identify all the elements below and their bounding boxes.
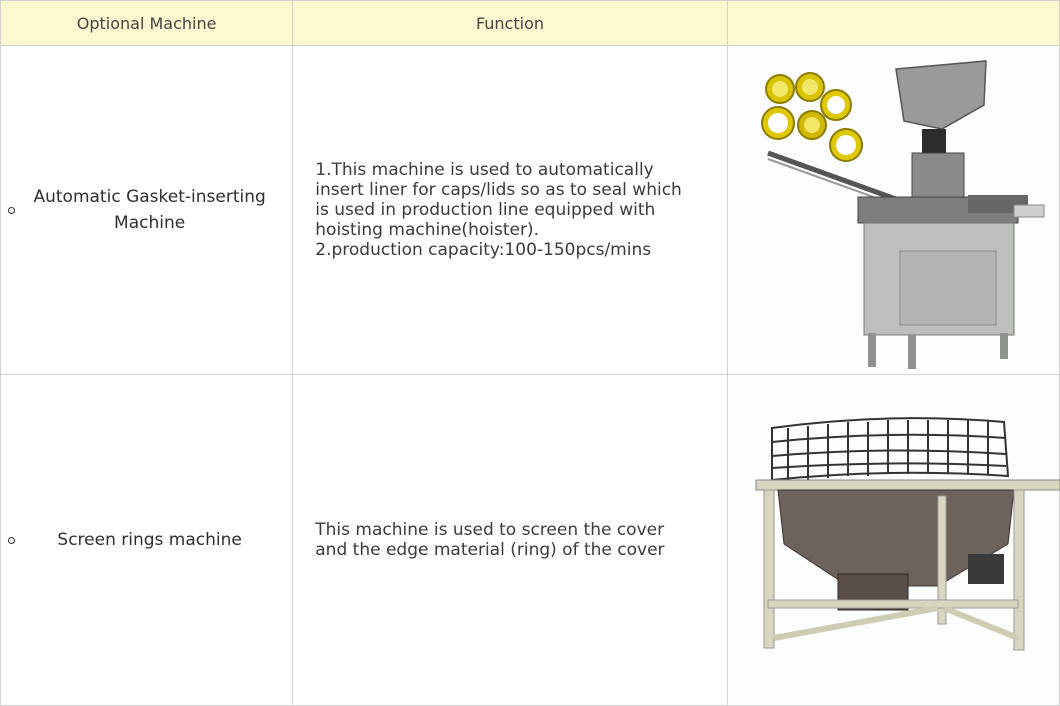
- header-function: Function: [293, 1, 727, 46]
- machine-name-cell: [1, 46, 293, 375]
- table-row: [1, 46, 1060, 375]
- machine-name: Screen rings machine: [57, 530, 242, 550]
- machine-name-cell: [1, 375, 293, 706]
- table-row: [1, 375, 1060, 706]
- screen-rings-illustration: [728, 376, 1060, 704]
- function-description: This machine is used to screen the cover and the edge material (ring) of the cover: [293, 375, 727, 706]
- screen-rings-machine-photo: [727, 375, 1059, 706]
- header-optional-machine: Optional Machine: [1, 1, 293, 46]
- caps-illustration: [762, 73, 862, 161]
- drum-cage: [772, 418, 1008, 480]
- header-image: [727, 1, 1059, 46]
- function-description: 1.This machine is used to automatically insert liner for caps/lids so as to seal which is used in production line equipped with hoisting machine(hoister). 2.production capacity:100-150pcs/mins: [293, 46, 727, 375]
- bullet-icon: [8, 537, 15, 544]
- gasket-machine-illustration: [728, 47, 1060, 373]
- bullet-icon: [8, 207, 15, 214]
- machine-name: Automatic Gasket-inserting Machine: [33, 187, 266, 233]
- gasket-inserting-machine-photo: [727, 46, 1059, 375]
- table-header-row: [1, 1, 1060, 46]
